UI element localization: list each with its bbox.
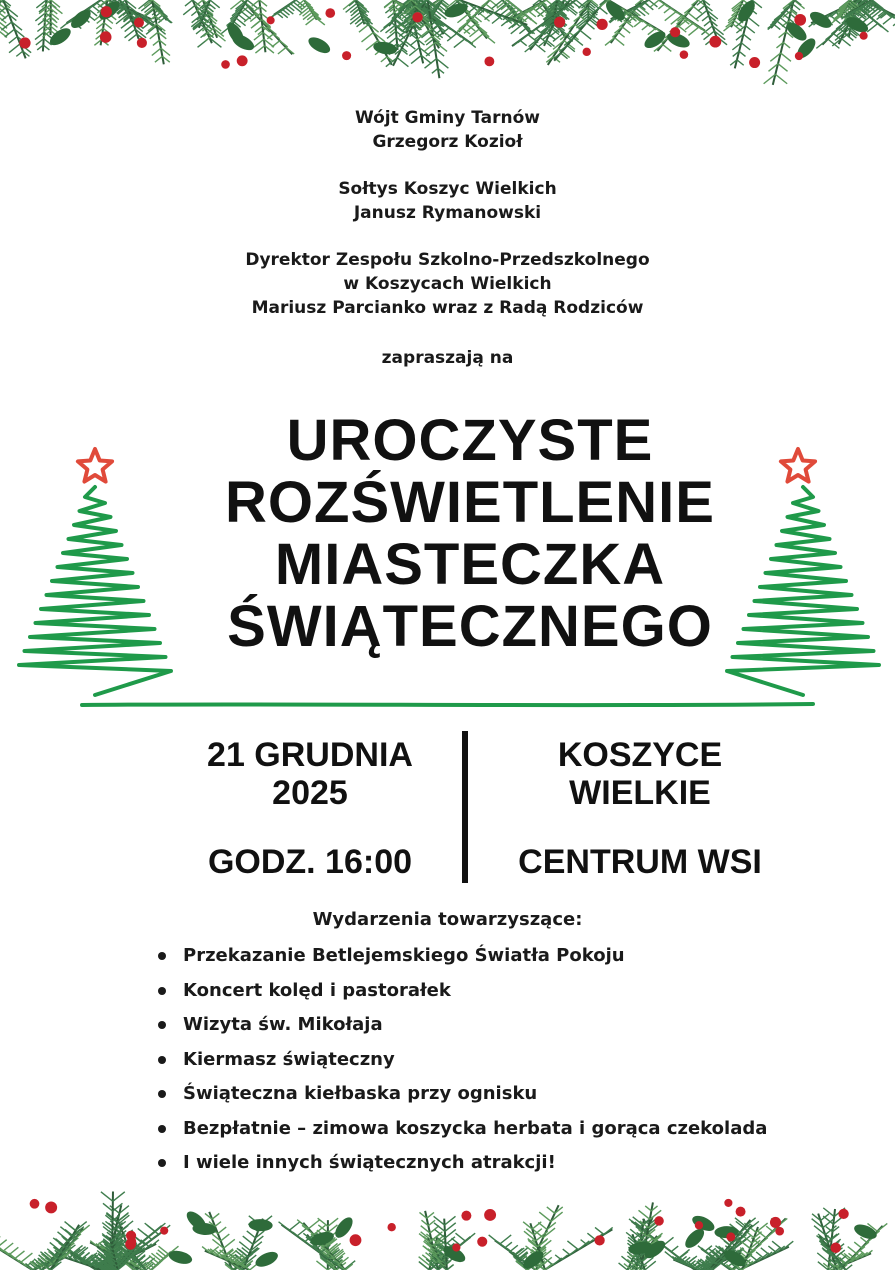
berry-icon <box>484 1209 496 1221</box>
berry-icon <box>654 1216 664 1226</box>
berry-icon <box>267 16 275 24</box>
berry-icon <box>775 1227 784 1236</box>
title-line: UROCZYSTE <box>286 408 654 473</box>
berry-icon <box>100 31 112 43</box>
event-item-text: Wizyta św. Mikołaja <box>183 1014 383 1035</box>
berry-icon <box>838 1209 848 1219</box>
events-heading: Wydarzenia towarzyszące: <box>312 909 583 930</box>
list-item <box>155 942 855 977</box>
bullet-icon <box>158 1159 166 1167</box>
berry-icon <box>680 50 689 59</box>
berry-icon <box>134 18 144 28</box>
berry-icon <box>221 60 230 69</box>
bullet-icon <box>158 1090 166 1098</box>
host-soltys <box>0 177 895 225</box>
host-line: Grzegorz Kozioł <box>372 132 523 152</box>
date-line: 21 GRUDNIA <box>207 736 413 774</box>
berry-icon <box>461 1211 471 1221</box>
berry-icon <box>860 32 868 40</box>
berry-icon <box>695 1221 703 1229</box>
host-line: Dyrektor Zespołu Szkolno-Przedszkolnego <box>245 250 650 270</box>
holly-leaf-icon <box>807 9 834 32</box>
host-wojt <box>0 106 895 154</box>
berry-icon <box>484 56 494 66</box>
berry-icon <box>19 37 30 48</box>
berry-icon <box>794 14 806 26</box>
event-time: GODZ. 16:00 <box>207 843 413 881</box>
event-date <box>190 736 430 812</box>
ground-line <box>80 700 815 710</box>
berry-icon <box>597 19 608 30</box>
event-item-text: Koncert kolęd i pastorałek <box>183 979 451 1001</box>
event-venue: CENTRUM WSI <box>518 843 762 881</box>
berry-icon <box>830 1243 840 1253</box>
berry-icon <box>126 1231 136 1241</box>
berry-icon <box>101 6 112 17</box>
event-item-text: Świąteczna kiełbaska przy ognisku <box>183 1083 538 1104</box>
bullet-icon <box>158 952 166 960</box>
bullet-icon <box>158 987 166 995</box>
berry-icon <box>452 1243 460 1251</box>
holly-leaf-icon <box>306 34 333 56</box>
berry-icon <box>736 1207 746 1217</box>
host-line: Janusz Rymanowski <box>353 203 542 223</box>
berry-icon <box>477 1237 487 1247</box>
bottom-garland <box>0 1170 895 1270</box>
berry-icon <box>342 51 351 60</box>
host-dyrektor <box>0 248 895 320</box>
pine-branch <box>270 0 304 18</box>
events-list <box>155 942 855 1184</box>
list-item <box>155 1011 855 1046</box>
pine-branch <box>298 0 325 25</box>
pine-branch <box>0 0 31 58</box>
berry-icon <box>387 1223 395 1231</box>
berry-icon <box>670 27 680 37</box>
holly-leaf-icon <box>248 1219 272 1232</box>
star-icon <box>78 449 112 482</box>
berry-icon <box>726 1232 735 1241</box>
berry-icon <box>594 1235 604 1245</box>
host-line: Mariusz Parcianko wraz z Radą Rodziców <box>251 298 644 318</box>
berry-icon <box>45 1201 57 1213</box>
event-item-text: Kiermasz świąteczny <box>183 1048 395 1070</box>
event-title <box>120 410 820 658</box>
invite-text: zapraszają na <box>381 348 514 368</box>
top-garland <box>0 0 895 100</box>
holly-leaf-icon <box>253 1249 280 1270</box>
berry-icon <box>554 17 565 28</box>
berry-icon <box>724 1199 732 1207</box>
holly-leaf-icon <box>852 1222 879 1242</box>
list-item <box>155 977 855 1012</box>
berry-icon <box>137 38 147 48</box>
host-line: Sołtys Koszyc Wielkich <box>338 179 557 199</box>
berry-icon <box>412 12 422 22</box>
details-divider <box>462 731 468 883</box>
event-item-text: Bezpłatnie – zimowa koszycka herbata i gorąca czekolada <box>183 1117 768 1139</box>
berry-icon <box>350 1234 362 1246</box>
bullet-icon <box>158 1125 166 1133</box>
date-line: 2025 <box>272 774 348 812</box>
event-item-text: I wiele innych świątecznych atrakcji! <box>183 1152 556 1173</box>
list-item <box>155 1115 855 1150</box>
berry-icon <box>160 1227 168 1235</box>
hosts-block <box>0 106 895 343</box>
host-line: w Koszycach Wielkich <box>343 274 552 294</box>
list-item <box>155 1046 855 1081</box>
title-line: MIASTECZKA <box>274 532 666 597</box>
berry-icon <box>795 52 803 60</box>
event-item-text: Przekazanie Betlejemskiego Światła Pokoju <box>183 945 625 966</box>
berry-icon <box>770 1217 781 1228</box>
event-place <box>500 736 780 812</box>
berry-icon <box>709 36 721 48</box>
berry-icon <box>237 55 248 66</box>
list-item <box>155 1080 855 1115</box>
bullet-icon <box>158 1021 166 1029</box>
title-line: ROZŚWIETLENIE <box>225 470 715 535</box>
berry-icon <box>30 1199 40 1209</box>
place-line: WIELKIE <box>569 774 711 812</box>
title-line: ŚWIĄTECZNEGO <box>227 594 713 659</box>
holly-leaf-icon <box>642 28 669 51</box>
berry-icon <box>749 57 760 68</box>
bullet-icon <box>158 1056 166 1064</box>
berry-icon <box>325 8 335 18</box>
place-line: KOSZYCE <box>557 736 723 774</box>
berry-icon <box>583 48 591 56</box>
host-line: Wójt Gminy Tarnów <box>354 108 541 128</box>
